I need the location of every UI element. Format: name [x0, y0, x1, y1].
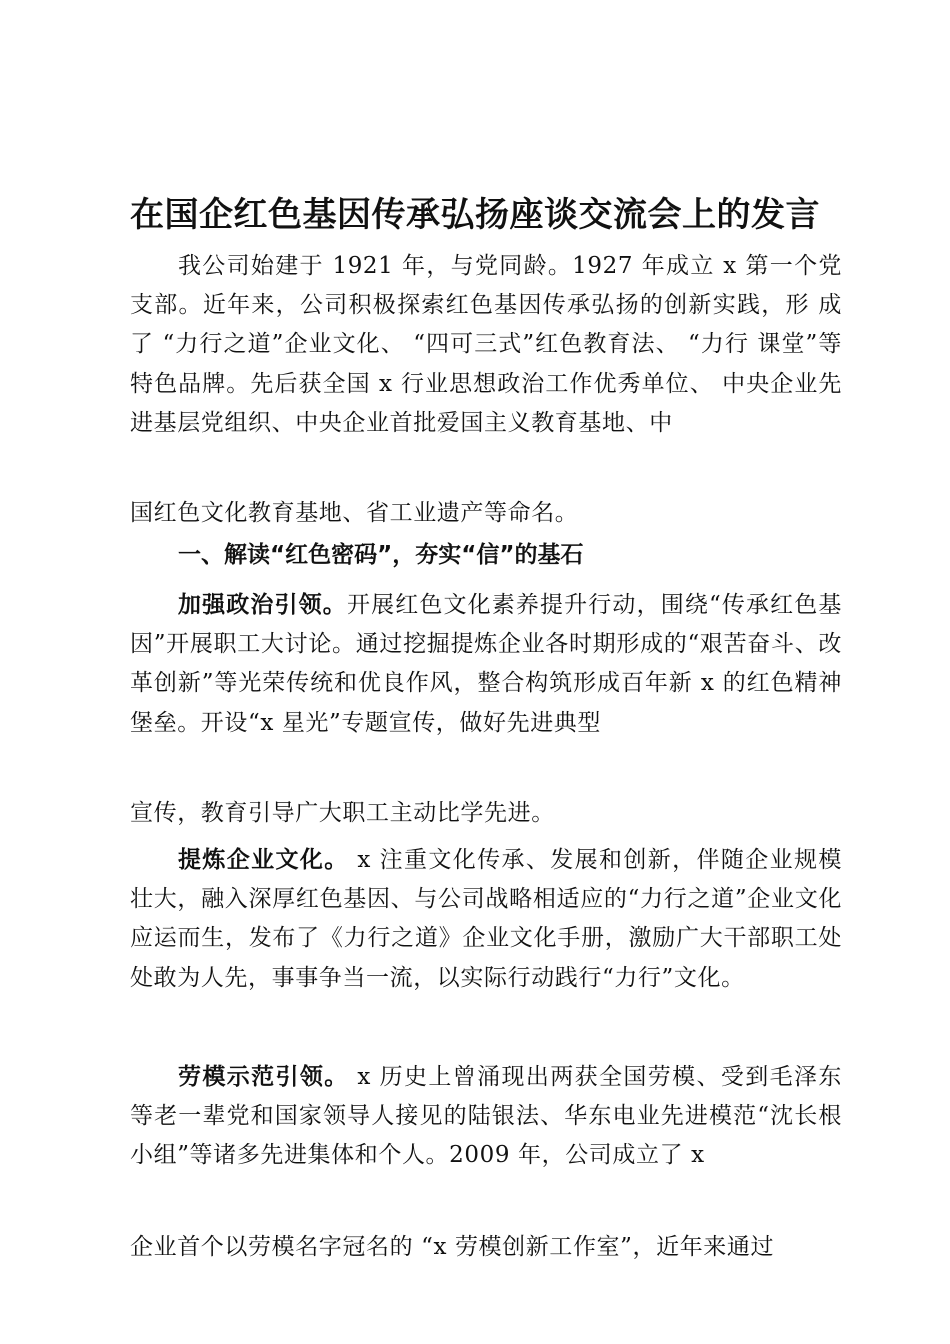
- paragraph-political-guidance: [130, 586, 842, 743]
- paragraph-corporate-culture: [130, 841, 842, 998]
- section-heading: 一、解读“红色密码”，夯实“信”的基石: [178, 542, 584, 568]
- paragraph-continuation: 宣传，教育引导广大职工主动比学先进。: [130, 800, 555, 826]
- paragraph-lead: 劳模示范引领。: [178, 1064, 349, 1090]
- intro-continuation: 国红色文化教育基地、省工业遗产等命名。: [130, 500, 579, 526]
- paragraph-lead: 加强政治引领。: [178, 592, 347, 618]
- paragraph-body: 开展红色文化素养提升行动，围绕“传承红色基因”开展职工大讨论。通过挖掘提炼企业各时期形成的“艰苦奋斗、改革创新”等光荣传统和优良作风，整合构筑形成百年新 x 的红色精神堡垒。开设“x 星光”专题宣传，做好先进典型: [130, 592, 843, 736]
- paragraph-model-workers: [130, 1058, 842, 1176]
- paragraph-body: x 历史上曾涌现出两获全国劳模、受到毛泽东等老一辈党和国家领导人接见的陆银法、华东电业先进模范“沈长根小组”等诸多先进集体和个人。2009 年，公司成立了 x: [130, 1064, 843, 1169]
- intro-paragraph: 我公司始建于 1921 年，与党同龄。1927 年成立 x 第一个党 支部。近年来，公司积极探索红色基因传承弘扬的创新实践，形 成了 “力行之道”企业文化、 “四可三式”红色教育法、 “力行 课堂”等特色品牌。先后获全国 x 行业思想政治工作优秀单位、 中央企业先进基层党组织、中央企业首批爱国主义教育基地、中: [130, 253, 842, 436]
- document-title: 在国企红色基因传承弘扬座谈交流会上的发言: [130, 195, 820, 235]
- paragraph-lead: 提炼企业文化。: [178, 847, 349, 873]
- paragraph-continuation: 企业首个以劳模名字冠名的 “x 劳模创新工作室”，近年来通过: [130, 1234, 775, 1260]
- paragraph-body: x 注重文化传承、发展和创新，伴随企业规模壮大，融入深厚红色基因、与公司战略相适应的“力行之道”企业文化应运而生，发布了《力行之道》企业文化手册，激励广大干部职工处处敢为人先，事事争当一流，以实际行动践行“力行”文化。: [130, 847, 843, 991]
